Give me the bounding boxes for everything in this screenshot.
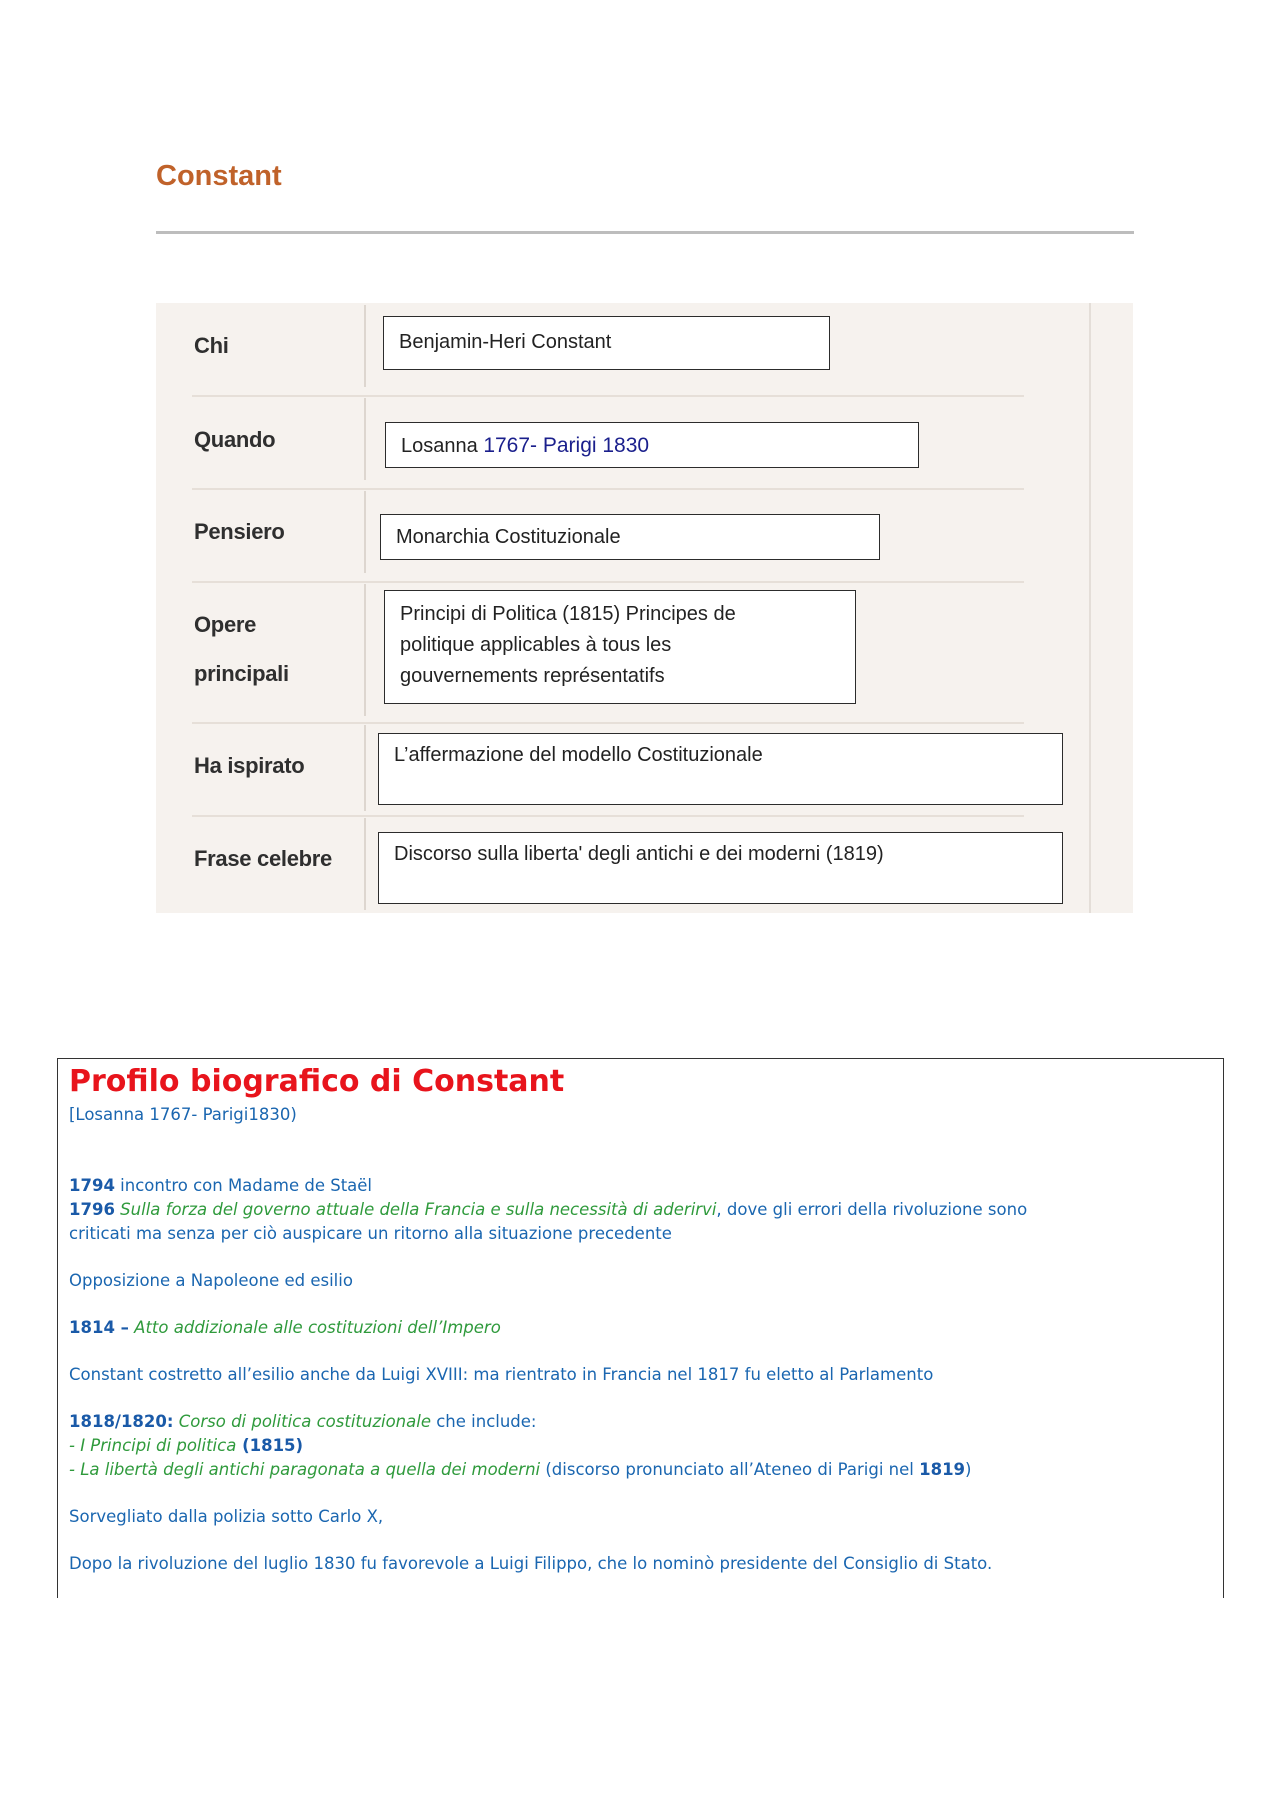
work-title: Corso di politica costituzionale xyxy=(173,1412,431,1431)
card-right-edge xyxy=(1089,303,1091,913)
row-label-quando: Quando xyxy=(194,427,276,452)
year: (1815) xyxy=(236,1436,304,1455)
bio-line-1796-cont: criticati ma senza per ciò auspicare un ritorno alla situazione precedente xyxy=(69,1224,672,1243)
text: (discorso pronunciato all’Ateneo di Parigi nel xyxy=(540,1460,920,1479)
bio-line-1794 xyxy=(69,1174,1189,1198)
column-divider xyxy=(364,584,366,716)
work-title: - La libertà degli antichi paragonata a quella dei moderni xyxy=(69,1460,541,1479)
bio-line-napoleone: Opposizione a Napoleone ed esilio xyxy=(69,1271,353,1290)
bio-title: Profilo biografico di Constant xyxy=(69,1064,565,1099)
column-divider xyxy=(364,491,366,573)
row-label-opere: Opere xyxy=(194,612,257,637)
row-divider xyxy=(192,581,1024,583)
value-pensiero: Monarchia Costituzionale xyxy=(380,514,880,560)
row-divider xyxy=(192,815,1024,817)
column-divider xyxy=(364,305,366,387)
year: 1819 xyxy=(919,1460,966,1479)
year: 1814 – xyxy=(69,1318,129,1337)
row-divider xyxy=(192,488,1024,490)
work-title: Sulla forza del governo attuale della Francia e sulla necessità di aderirvi xyxy=(114,1200,717,1219)
work-title: - I Principi di politica xyxy=(69,1436,237,1455)
year: 1796 xyxy=(69,1200,115,1219)
row-divider xyxy=(192,722,1024,724)
bio-line-luigi-xviii: Constant costretto all’esilio anche da Luigi XVIII: ma rientrato in Francia nel 1817 fu eletto al Parlamento xyxy=(69,1365,934,1384)
bio-line-1818 xyxy=(69,1410,1189,1434)
value-chi: Benjamin-Heri Constant xyxy=(383,316,830,370)
bio-line-1796 xyxy=(69,1198,1189,1222)
row-label-chi: Chi xyxy=(194,333,229,358)
bio-line-1814 xyxy=(69,1316,1189,1340)
year: 1818/1820: xyxy=(69,1412,174,1431)
value-quando xyxy=(385,422,919,468)
year: 1794 xyxy=(69,1176,115,1195)
title-divider xyxy=(156,231,1134,234)
bio-line-liberta xyxy=(69,1458,1189,1482)
row-divider xyxy=(192,395,1024,397)
quando-dates: 1767- Parigi 1830 xyxy=(483,434,650,457)
work-title: Atto addizionale alle costituzioni dell’Impero xyxy=(128,1318,501,1337)
column-divider xyxy=(364,818,366,910)
value-frase-celebre: Discorso sulla liberta' degli antichi e dei moderni (1819) xyxy=(378,832,1063,904)
text: , dove gli errori della rivoluzione sono xyxy=(716,1200,1028,1219)
quando-city: Losanna xyxy=(401,435,478,457)
row-label-ha-ispirato: Ha ispirato xyxy=(194,753,305,778)
row-label-pensiero: Pensiero xyxy=(194,519,285,544)
text: incontro con Madame de Staël xyxy=(114,1176,373,1195)
bio-line-1830: Dopo la rivoluzione del luglio 1830 fu favorevole a Luigi Filippo, che lo nominò presidente del Consiglio di Stato. xyxy=(69,1554,993,1573)
bio-line-carlo-x: Sorvegliato dalla polizia sotto Carlo X, xyxy=(69,1507,384,1526)
value-ha-ispirato: L’affermazione del modello Costituzionale xyxy=(378,733,1063,805)
row-label-principali: principali xyxy=(194,661,289,686)
row-label-frase-celebre: Frase celebre xyxy=(194,846,332,871)
bio-subtitle: [Losanna 1767- Parigi1830) xyxy=(69,1105,297,1124)
bio-line-principi xyxy=(69,1434,1189,1458)
value-opere-principali: Principi di Politica (1815) Principes de politique applicables à tous les gouvernements représentatifs xyxy=(384,590,856,704)
text-end: ) xyxy=(965,1460,972,1479)
page-title: Constant xyxy=(156,160,282,192)
column-divider xyxy=(364,725,366,811)
column-divider xyxy=(364,398,366,480)
text: che include: xyxy=(430,1412,537,1431)
